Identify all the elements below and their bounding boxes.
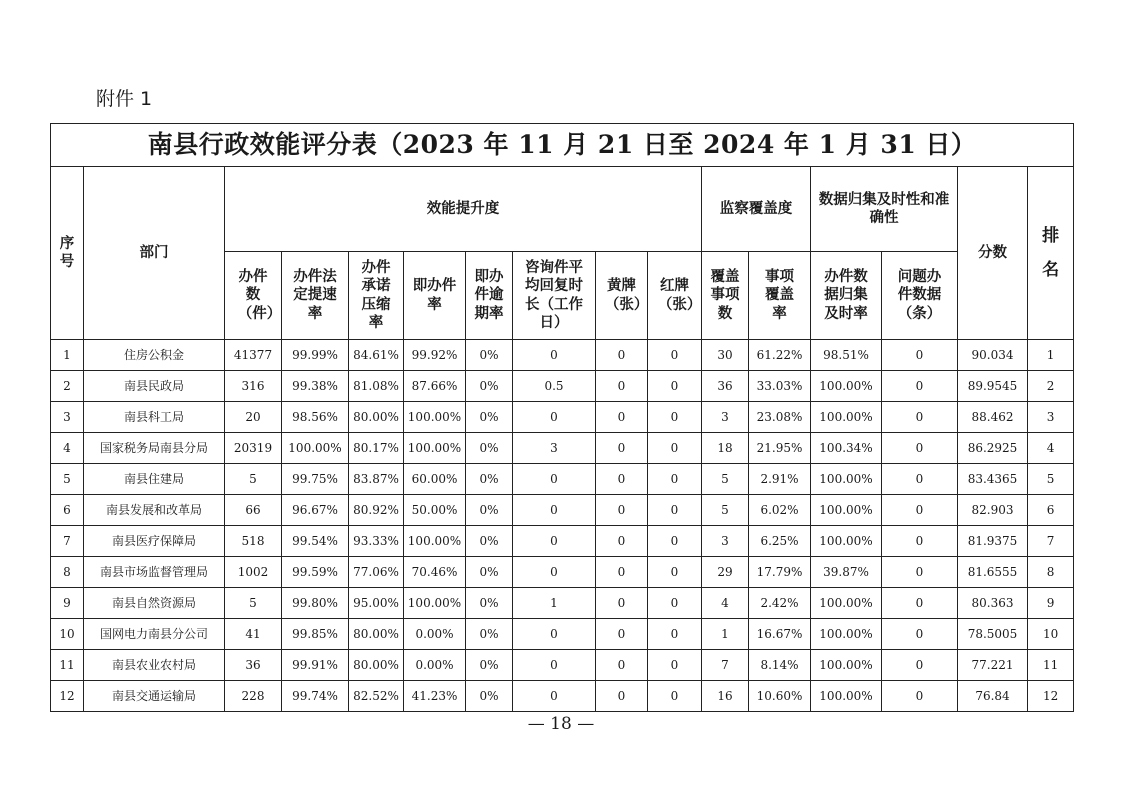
cell-rank: 3 [1028,402,1074,433]
cell-consult-reply: 0 [513,650,596,681]
cell-dept: 南县农业农村局 [84,650,225,681]
cell-covered-items: 5 [702,495,749,526]
cell-problem-data: 0 [882,464,958,495]
cell-score: 80.363 [958,588,1028,619]
cell-rank: 10 [1028,619,1074,650]
cell-covered-items: 4 [702,588,749,619]
cell-instant-overdue: 0% [466,371,513,402]
table-row [51,495,1074,526]
cell-consult-reply: 0 [513,402,596,433]
cell-yellow-card: 0 [596,619,648,650]
cell-dept: 南县发展和改革局 [84,495,225,526]
cell-seq: 12 [51,681,84,712]
cell-legal-speedup: 99.80% [282,588,349,619]
cell-covered-items: 5 [702,464,749,495]
header-data-timely: 办件数据归集及时率 [811,252,882,340]
cell-coverage-rate: 6.25% [749,526,811,557]
cell-yellow-card: 0 [596,557,648,588]
cell-yellow-card: 0 [596,650,648,681]
cell-score: 86.2925 [958,433,1028,464]
cell-seq: 1 [51,340,84,371]
page-number: — 18 — [527,714,595,734]
cell-commit-compress: 80.00% [349,402,404,433]
cell-case-count: 41 [225,619,282,650]
cell-consult-reply: 0 [513,526,596,557]
cell-case-count: 1002 [225,557,282,588]
cell-coverage-rate: 6.02% [749,495,811,526]
cell-case-count: 5 [225,464,282,495]
cell-instant-rate: 100.00% [404,433,466,464]
cell-legal-speedup: 98.56% [282,402,349,433]
cell-dept: 住房公积金 [84,340,225,371]
cell-coverage-rate: 8.14% [749,650,811,681]
cell-problem-data: 0 [882,681,958,712]
cell-seq: 3 [51,402,84,433]
cell-covered-items: 36 [702,371,749,402]
cell-coverage-rate: 61.22% [749,340,811,371]
cell-rank: 11 [1028,650,1074,681]
cell-coverage-rate: 21.95% [749,433,811,464]
cell-legal-speedup: 99.38% [282,371,349,402]
cell-dept: 南县医疗保障局 [84,526,225,557]
cell-score: 88.462 [958,402,1028,433]
cell-instant-rate: 0.00% [404,619,466,650]
cell-instant-overdue: 0% [466,402,513,433]
cell-commit-compress: 80.17% [349,433,404,464]
cell-yellow-card: 0 [596,588,648,619]
cell-consult-reply: 3 [513,433,596,464]
cell-red-card: 0 [648,650,702,681]
cell-instant-overdue: 0% [466,681,513,712]
header-legal-speedup: 办件法定提速率 [282,252,349,340]
cell-red-card: 0 [648,681,702,712]
header-score: 分数 [958,167,1028,340]
cell-problem-data: 0 [882,650,958,681]
table-row [51,588,1074,619]
cell-legal-speedup: 99.99% [282,340,349,371]
cell-dept: 南县市场监督管理局 [84,557,225,588]
cell-score: 81.6555 [958,557,1028,588]
header-commit-compress: 办件承诺压缩率 [349,252,404,340]
cell-consult-reply: 0 [513,495,596,526]
cell-rank: 2 [1028,371,1074,402]
cell-yellow-card: 0 [596,340,648,371]
cell-score: 77.221 [958,650,1028,681]
cell-data-timely: 100.00% [811,588,882,619]
cell-commit-compress: 84.61% [349,340,404,371]
cell-problem-data: 0 [882,340,958,371]
cell-instant-rate: 60.00% [404,464,466,495]
cell-score: 76.84 [958,681,1028,712]
header-case-count: 办件数（件） [225,252,282,340]
cell-coverage-rate: 16.67% [749,619,811,650]
cell-consult-reply: 0 [513,557,596,588]
table-row [51,619,1074,650]
cell-coverage-rate: 2.91% [749,464,811,495]
cell-data-timely: 39.87% [811,557,882,588]
table-row [51,681,1074,712]
cell-instant-rate: 99.92% [404,340,466,371]
cell-covered-items: 29 [702,557,749,588]
cell-score: 81.9375 [958,526,1028,557]
table-row [51,340,1074,371]
cell-score: 83.4365 [958,464,1028,495]
header-yellow-card: 黄牌（张） [596,252,648,340]
cell-legal-speedup: 99.59% [282,557,349,588]
cell-instant-overdue: 0% [466,433,513,464]
cell-legal-speedup: 99.85% [282,619,349,650]
cell-red-card: 0 [648,433,702,464]
cell-yellow-card: 0 [596,681,648,712]
cell-dept: 南县交通运输局 [84,681,225,712]
cell-commit-compress: 95.00% [349,588,404,619]
cell-commit-compress: 93.33% [349,526,404,557]
cell-consult-reply: 1 [513,588,596,619]
cell-instant-rate: 70.46% [404,557,466,588]
cell-consult-reply: 0 [513,340,596,371]
cell-coverage-rate: 33.03% [749,371,811,402]
cell-instant-rate: 41.23% [404,681,466,712]
cell-instant-overdue: 0% [466,464,513,495]
cell-rank: 7 [1028,526,1074,557]
cell-case-count: 518 [225,526,282,557]
cell-seq: 5 [51,464,84,495]
cell-yellow-card: 0 [596,464,648,495]
cell-case-count: 5 [225,588,282,619]
cell-seq: 4 [51,433,84,464]
header-problem-data: 问题办件数据（条） [882,252,958,340]
table-title: 南县行政效能评分表（2023 年 11 月 21 日至 2024 年 1 月 31 日） [51,124,1074,167]
cell-instant-rate: 100.00% [404,402,466,433]
cell-dept: 南县自然资源局 [84,588,225,619]
cell-instant-overdue: 0% [466,340,513,371]
header-instant-rate: 即办件率 [404,252,466,340]
cell-problem-data: 0 [882,557,958,588]
cell-case-count: 41377 [225,340,282,371]
cell-seq: 7 [51,526,84,557]
cell-legal-speedup: 100.00% [282,433,349,464]
header-group-efficiency: 效能提升度 [225,167,702,252]
cell-data-timely: 100.00% [811,371,882,402]
cell-consult-reply: 0 [513,464,596,495]
cell-instant-overdue: 0% [466,557,513,588]
cell-dept: 国家税务局南县分局 [84,433,225,464]
header-red-card: 红牌（张） [648,252,702,340]
cell-instant-rate: 50.00% [404,495,466,526]
cell-yellow-card: 0 [596,371,648,402]
table-row [51,464,1074,495]
cell-data-timely: 100.00% [811,464,882,495]
cell-red-card: 0 [648,402,702,433]
cell-case-count: 316 [225,371,282,402]
table-row [51,371,1074,402]
cell-coverage-rate: 23.08% [749,402,811,433]
cell-instant-rate: 87.66% [404,371,466,402]
cell-instant-overdue: 0% [466,526,513,557]
cell-data-timely: 100.00% [811,681,882,712]
cell-rank: 6 [1028,495,1074,526]
cell-coverage-rate: 2.42% [749,588,811,619]
header-rank: 排名 [1028,167,1074,340]
cell-problem-data: 0 [882,371,958,402]
cell-covered-items: 1 [702,619,749,650]
cell-seq: 8 [51,557,84,588]
cell-red-card: 0 [648,340,702,371]
cell-data-timely: 100.00% [811,495,882,526]
cell-instant-rate: 0.00% [404,650,466,681]
cell-red-card: 0 [648,464,702,495]
cell-yellow-card: 0 [596,495,648,526]
cell-case-count: 228 [225,681,282,712]
header-coverage-rate: 事项覆盖率 [749,252,811,340]
cell-consult-reply: 0 [513,619,596,650]
cell-rank: 9 [1028,588,1074,619]
cell-problem-data: 0 [882,619,958,650]
cell-seq: 11 [51,650,84,681]
cell-commit-compress: 80.00% [349,619,404,650]
header-group-supervision: 监察覆盖度 [702,167,811,252]
cell-covered-items: 18 [702,433,749,464]
cell-consult-reply: 0 [513,681,596,712]
table-row [51,650,1074,681]
cell-coverage-rate: 10.60% [749,681,811,712]
cell-case-count: 20 [225,402,282,433]
cell-red-card: 0 [648,588,702,619]
cell-legal-speedup: 99.54% [282,526,349,557]
cell-data-timely: 100.00% [811,650,882,681]
cell-rank: 8 [1028,557,1074,588]
cell-problem-data: 0 [882,588,958,619]
cell-red-card: 0 [648,371,702,402]
cell-seq: 10 [51,619,84,650]
cell-seq: 9 [51,588,84,619]
cell-score: 90.034 [958,340,1028,371]
header-seq: 序号 [51,167,84,340]
cell-problem-data: 0 [882,402,958,433]
cell-yellow-card: 0 [596,402,648,433]
cell-red-card: 0 [648,526,702,557]
cell-red-card: 0 [648,557,702,588]
cell-covered-items: 3 [702,402,749,433]
cell-yellow-card: 0 [596,526,648,557]
cell-instant-rate: 100.00% [404,526,466,557]
table-row [51,526,1074,557]
cell-yellow-card: 0 [596,433,648,464]
header-instant-overdue: 即办件逾期率 [466,252,513,340]
cell-commit-compress: 83.87% [349,464,404,495]
cell-data-timely: 100.00% [811,619,882,650]
cell-rank: 5 [1028,464,1074,495]
cell-data-timely: 100.00% [811,526,882,557]
cell-instant-overdue: 0% [466,588,513,619]
cell-instant-overdue: 0% [466,619,513,650]
cell-red-card: 0 [648,619,702,650]
table-row [51,402,1074,433]
cell-commit-compress: 77.06% [349,557,404,588]
cell-commit-compress: 82.52% [349,681,404,712]
cell-rank: 12 [1028,681,1074,712]
cell-dept: 南县民政局 [84,371,225,402]
attachment-label: 附件 1 [96,88,153,110]
cell-problem-data: 0 [882,526,958,557]
cell-seq: 6 [51,495,84,526]
cell-data-timely: 100.00% [811,402,882,433]
header-group-data: 数据归集及时性和准确性 [811,167,958,252]
cell-case-count: 66 [225,495,282,526]
cell-instant-overdue: 0% [466,495,513,526]
cell-data-timely: 98.51% [811,340,882,371]
cell-legal-speedup: 99.74% [282,681,349,712]
cell-covered-items: 3 [702,526,749,557]
cell-red-card: 0 [648,495,702,526]
cell-score: 89.9545 [958,371,1028,402]
cell-score: 82.903 [958,495,1028,526]
header-dept: 部门 [84,167,225,340]
cell-legal-speedup: 99.91% [282,650,349,681]
cell-covered-items: 30 [702,340,749,371]
cell-dept: 南县住建局 [84,464,225,495]
cell-problem-data: 0 [882,495,958,526]
cell-consult-reply: 0.5 [513,371,596,402]
cell-rank: 4 [1028,433,1074,464]
cell-dept: 国网电力南县分公司 [84,619,225,650]
cell-score: 78.5005 [958,619,1028,650]
cell-case-count: 20319 [225,433,282,464]
cell-covered-items: 16 [702,681,749,712]
score-table [50,123,1074,712]
cell-instant-overdue: 0% [466,650,513,681]
cell-seq: 2 [51,371,84,402]
cell-case-count: 36 [225,650,282,681]
cell-legal-speedup: 96.67% [282,495,349,526]
cell-legal-speedup: 99.75% [282,464,349,495]
cell-covered-items: 7 [702,650,749,681]
cell-problem-data: 0 [882,433,958,464]
cell-instant-rate: 100.00% [404,588,466,619]
header-covered-items: 覆盖事项数 [702,252,749,340]
cell-dept: 南县科工局 [84,402,225,433]
cell-commit-compress: 80.00% [349,650,404,681]
header-consult-reply: 咨询件平均回复时长（工作日） [513,252,596,340]
cell-commit-compress: 80.92% [349,495,404,526]
cell-commit-compress: 81.08% [349,371,404,402]
table-row [51,433,1074,464]
cell-data-timely: 100.34% [811,433,882,464]
cell-coverage-rate: 17.79% [749,557,811,588]
table-row [51,557,1074,588]
cell-rank: 1 [1028,340,1074,371]
